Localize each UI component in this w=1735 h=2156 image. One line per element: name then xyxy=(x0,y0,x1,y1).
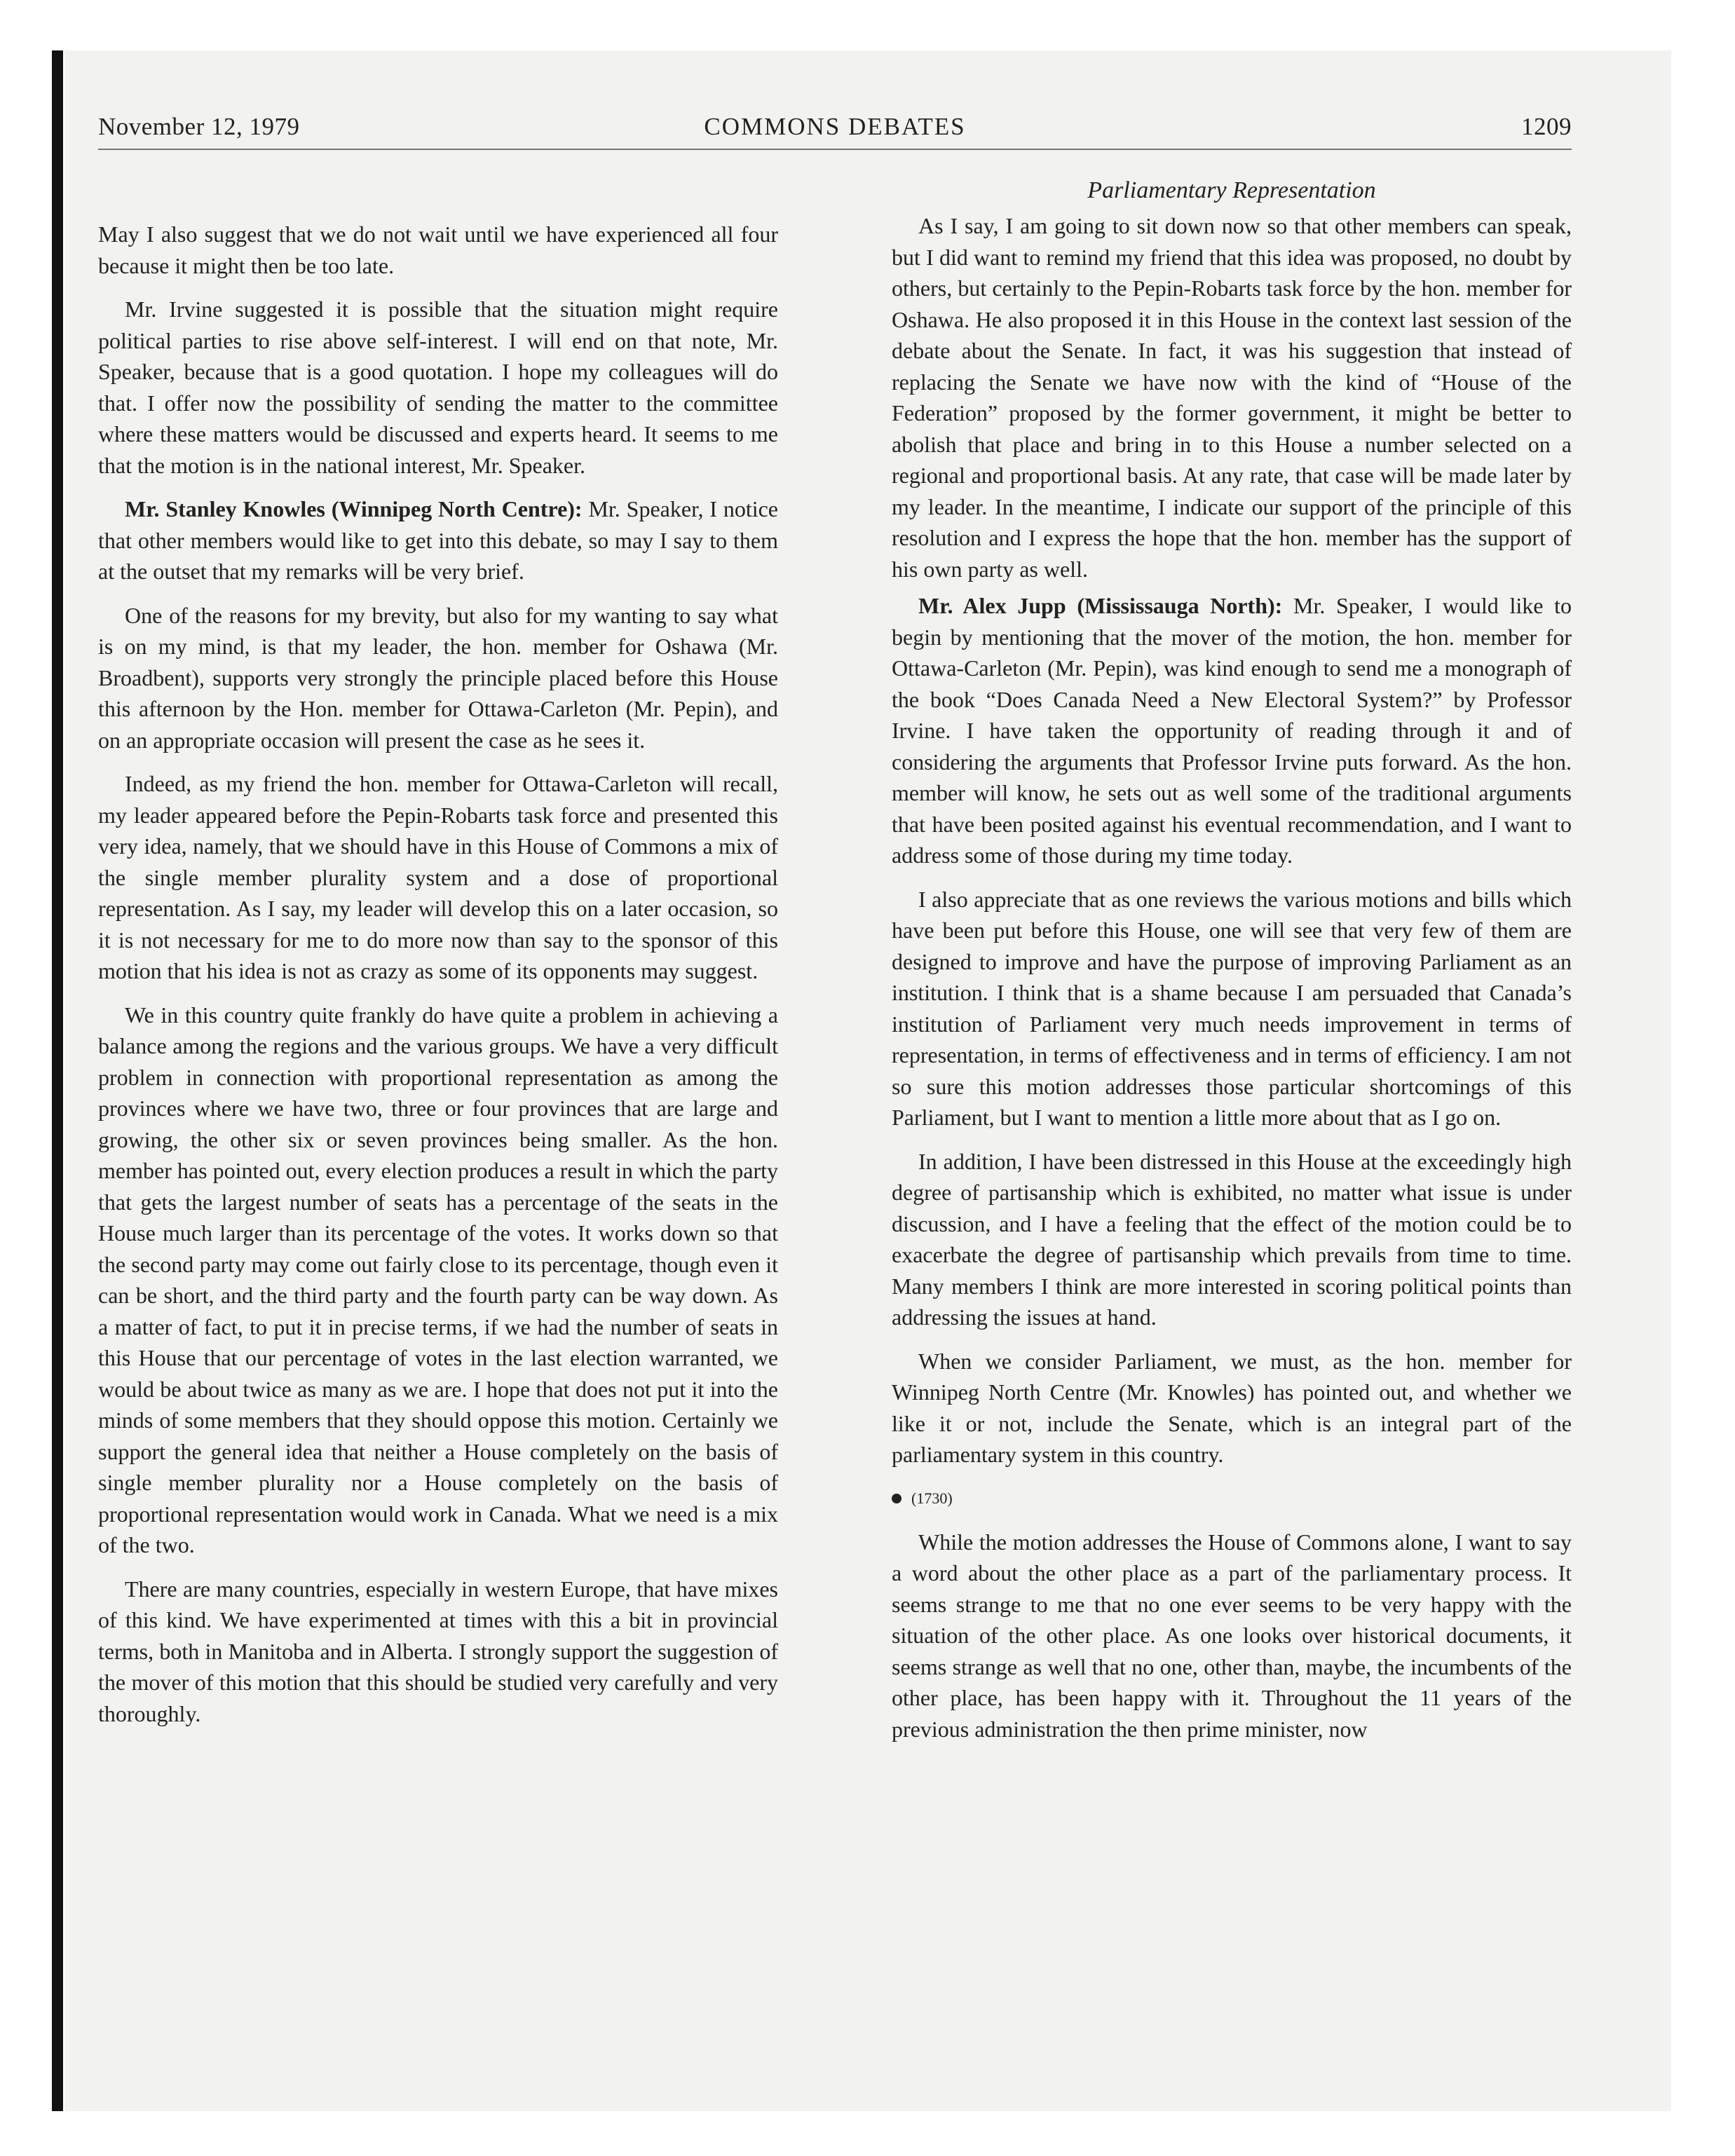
speech-text: Mr. Speaker, I would like to begin by mentioning that the mover of the motion, the hon. member for Ottawa-Carleton (Mr. Pepin), was kind enough to send me a monograph of the book “Does Canada Need a New Electoral System?” by Professor Irvine. I have taken the opportunity of reading through it and of considering the arguments that Professor Irvine puts forward. As the hon. member will know, he sets out as well some of the traditional arguments that have been posited against his eventual recommendation, and I want to address some of those during my time today. xyxy=(892,593,1572,868)
scan-edge xyxy=(52,50,63,2111)
paragraph xyxy=(98,493,778,587)
timestamp: (1730) xyxy=(911,1489,953,1507)
paragraph: May I also suggest that we do not wait until we have experienced all four because it might then be too late. xyxy=(98,221,778,278)
speaker-name: Mr. Alex Jupp (Mississauga North): xyxy=(918,593,1283,618)
paragraph: Indeed, as my friend the hon. member for Ottawa-Carleton will recall, my leader appeared before the Pepin-Robarts task force and presented this very idea, namely, that we should have in this House of Commons a mix of the single member plurality system and a dose of proportional representation. As I say, my leader will develop this on a later occasion, so it is not necessary for me to do more now than say to the sponsor of this motion that his idea is not as crazy as some of its opponents may suggest. xyxy=(98,771,778,983)
paragraph: One of the reasons for my brevity, but also for my wanting to say what is on my mind, is that my leader, the hon. member for Oshawa (Mr. Broadbent), supports very strongly the principle placed before this House this afternoon by the Hon. member for Ottawa-Carleton (Mr. Pepin), and on an appropriate occasion will present the case as he sees it. xyxy=(98,602,778,753)
section-title: Parliamentary Representation xyxy=(1087,177,1376,203)
paragraph: Mr. Irvine suggested it is possible that the situation might require political parties to rise above self-interest. I will end on that note, Mr. Speaker, because that is a good quotation. I hope my colleagues will do that. I offer now the possibility of sending the matter to the committee where these matters would be discussed and experts heard. It seems to me that the motion is in the national interest, Mr. Speaker. xyxy=(98,296,778,478)
right-column xyxy=(892,175,1572,1757)
paragraph: In addition, I have been distressed in this House at the exceedingly high degree of partisanship which is exhibited, no matter what issue is under discussion, and I have a feeling that the effect of the motion could be to exacerbate the degree of partisanship which prevails from time to time. Many members I think are more interested in scoring political points than addressing the issues at hand. xyxy=(892,1148,1572,1330)
header-date: November 12, 1979 xyxy=(98,113,300,140)
timestamp-marker xyxy=(892,1485,1572,1513)
paragraph: When we consider Parliament, we must, as the hon. member for Winnipeg North Centre (Mr. Knowles) has pointed out, and whether we like it or not, include the Senate, which is an integral part of the parliamentary system in this country. xyxy=(892,1348,1572,1467)
paragraph: I also appreciate that as one reviews the various motions and bills which have been put before this House, one will see that very few of them are designed to improve and have the purpose of improving Parliament as an institution. I think that is a shame because I am persuaded that Canada’s institution of Parliament very much needs improvement in terms of representation, in terms of effectiveness and in terms of efficiency. I am not so sure this motion addresses those particular shortcomings of this Parliament, but I want to mention a little more about that as I go on. xyxy=(892,886,1572,1130)
paragraph xyxy=(892,590,1572,871)
page-header xyxy=(98,105,1572,150)
paragraph: We in this country quite frankly do have quite a problem in achieving a balance among the regions and the various groups. We have a very difficult problem in connection with proportional representation as among the provinces where we have two, three or four provinces that are large and growing, the other six or seven provinces being smaller. As the hon. member has pointed out, every election produces a result in which the party that gets the largest number of seats has a percentage of the seats in the House much larger than its percentage of the votes. It works down so that the second party may come out fairly close to its percentage, though even it can be short, and the third party and the fourth party can be way down. As a matter of fact, to put it in precise terms, if we had the number of seats in this House that our percentage of votes in the last election warranted, we would be about twice as many as we are. I hope that does not put it into the minds of some members that they should oppose this motion. Certainly we support the general idea that neither a House completely on the basis of single member plurality nor a House completely on the basis of proportional representation would work in Canada. What we need is a mix of the two. xyxy=(98,1002,778,1557)
paragraph: As I say, I am going to sit down now so that other members can speak, but I did want to remind my friend that this idea was proposed, no doubt by others, but certainly to the Pepin-Robarts task force by the hon. member for Oshawa. He also proposed it in this House in the context last session of the debate about the Senate. In fact, it was his suggestion that instead of replacing the Senate we have now with the kind of “House of the Federation” proposed by the former government, it might be better to abolish that place and bring in to this House a number selected on a regional and proportional basis. At any rate, that case will be made later by my leader. In the meantime, I indicate our support of the principle of this resolution and I express the hope that the hon. member has the support of his own party as well. xyxy=(892,213,1572,582)
speech-text: Mr. Speaker, I notice that other members would like to get into this debate, so may I say to them at the outset that my remarks will be very brief. xyxy=(98,496,779,584)
paragraph: There are many countries, especially in western Europe, that have mixes of this kind. We have experimented at times with this a bit in provincial terms, both in Manitoba and in Alberta. I strongly support the suggestion of the mover of this motion that this should be studied very carefully and very thoroughly. xyxy=(98,1576,778,1726)
left-column xyxy=(98,219,778,1742)
header-title: COMMONS DEBATES xyxy=(704,113,966,140)
bullet-icon xyxy=(892,1494,901,1503)
speaker-name: Mr. Stanley Knowles (Winnipeg North Centre): xyxy=(125,496,583,521)
paragraph: While the motion addresses the House of Commons alone, I want to say a word about the other place as a part of the parliamentary process. It seems strange to me that no one ever seems to be very happy with the situation of the other place. As one looks over historical documents, it seems strange as well that no one, other than, maybe, the incumbents of the other place, has been happy with it. Throughout the 11 years of the previous administration the then prime minister, now xyxy=(892,1529,1572,1742)
page-number: 1209 xyxy=(1521,113,1572,140)
